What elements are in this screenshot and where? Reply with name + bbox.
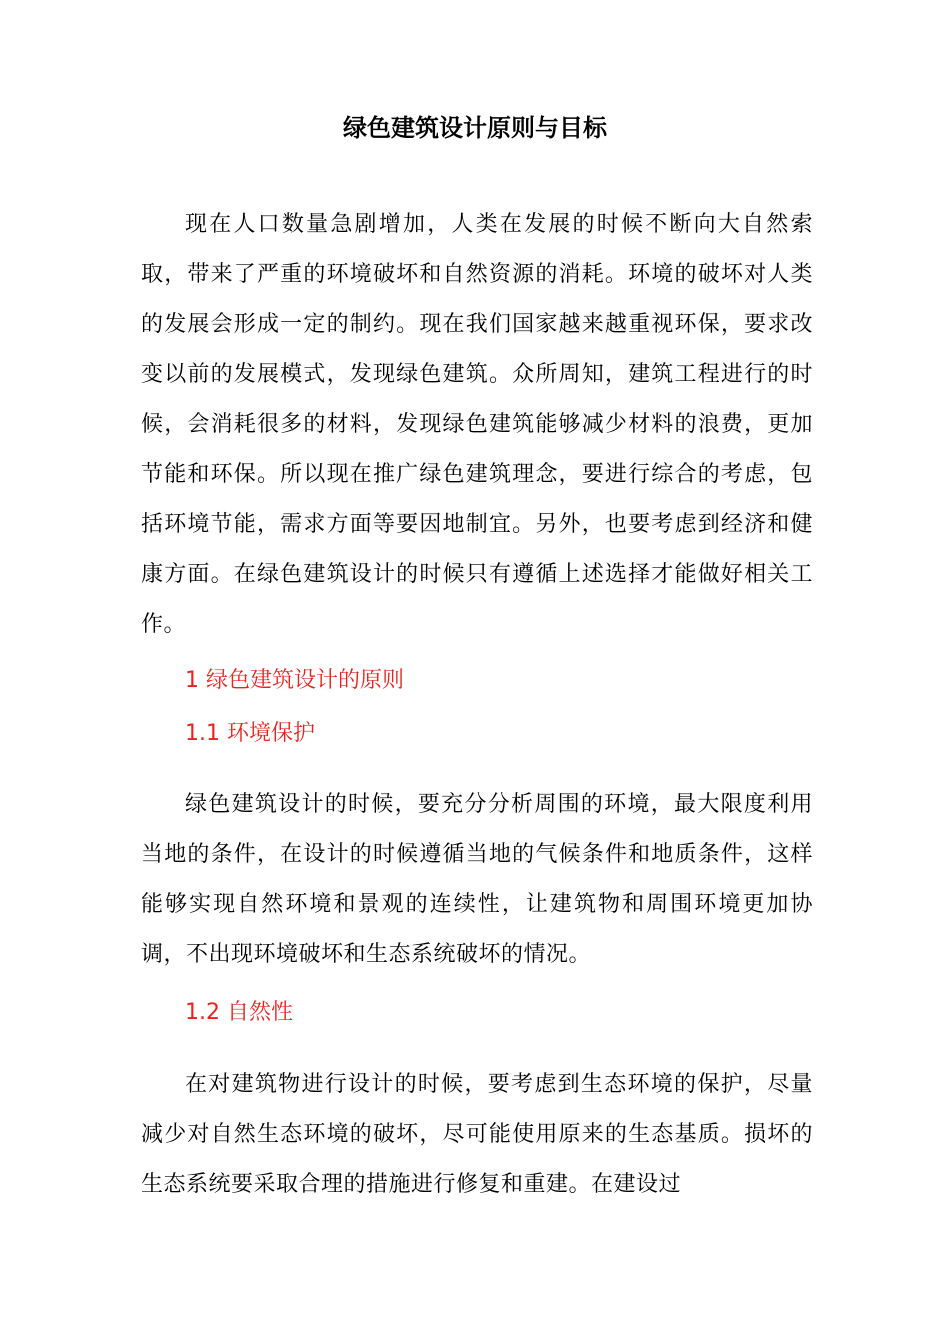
subsection-heading-naturalness: 1.2 自然性	[185, 1000, 293, 1025]
subsection-heading-environment: 1.1 环境保护	[185, 721, 315, 746]
section-heading-principles: 1 绿色建筑设计的原则	[185, 668, 404, 693]
naturalness-paragraph: 在对建筑物进行设计的时候，要考虑到生态环境的保护，尽量减少对自然生态环境的破坏，尽可能使用原来的生态基质。损坏的生态系统要采取合理的措施进行修复和重建。在建设过	[141, 1072, 813, 1197]
intro-paragraph: 现在人口数量急剧增加，人类在发展的时候不断向大自然索取，带来了严重的环境破坏和自然资源的消耗。环境的破坏对人类的发展会形成一定的制约。现在我们国家越来越重视环保，要求改变以前的发展模式，发现绿色建筑。众所周知，建筑工程进行的时候，会消耗很多的材料，发现绿色建筑能够减少材料的浪费，更加节能和环保。所以现在推广绿色建筑理念，要进行综合的考虑，包括环境节能，需求方面等要因地制宜。另外，也要考虑到经济和健康方面。在绿色建筑设计的时候只有遵循上述选择才能做好相关工作。	[141, 212, 813, 637]
document-title: 绿色建筑设计原则与目标	[343, 114, 607, 142]
environment-paragraph: 绿色建筑设计的时候，要充分分析周围的环境，最大限度利用当地的条件，在设计的时候遵循当地的气候条件和地质条件，这样能够实现自然环境和景观的连续性，让建筑物和周围环境更加协调，不出现环境破坏和生态系统破坏的情况。	[141, 792, 813, 967]
